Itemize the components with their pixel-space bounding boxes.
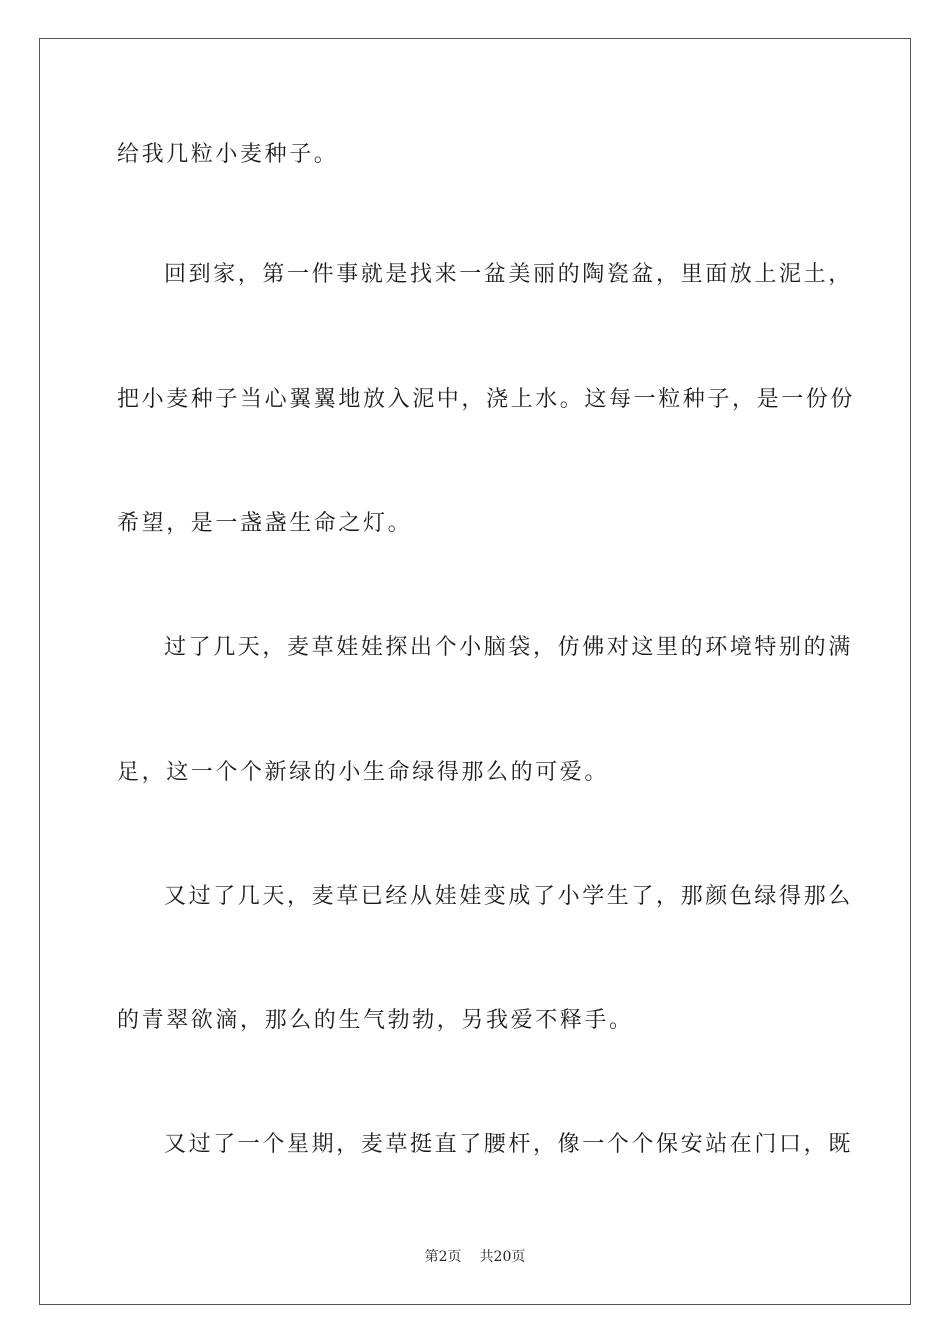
text-line-2: 回到家，第一件事就是找来一盆美丽的陶瓷盆，里面放上泥土，: [164, 262, 853, 287]
text-line-8: 的青翠欲滴，那么的生气勃勃，另我爱不释手。: [117, 1008, 634, 1033]
page-total: 共20页: [479, 1249, 526, 1265]
text-line-5: 过了几天，麦草娃娃探出个小脑袋，仿佛对这里的环境特别的满: [164, 635, 853, 660]
page-number: 第2页: [424, 1249, 462, 1265]
text-line-3: 把小麦种子当心翼翼地放入泥中，浇上水。这每一粒种子，是一份份: [117, 387, 856, 412]
text-line-9: 又过了一个星期，麦草挺直了腰杆，像一个个保安站在门口，既: [164, 1132, 853, 1157]
text-line-7: 又过了几天，麦草已经从娃娃变成了小学生了，那颜色绿得那么: [164, 884, 853, 909]
page-footer: [0, 1248, 950, 1266]
page-border: [39, 38, 911, 1305]
text-line-6: 足，这一个个新绿的小生命绿得那么的可爱。: [117, 760, 610, 785]
text-line-4: 希望，是一盏盏生命之灯。: [117, 511, 413, 536]
text-line-1: 给我几粒小麦种子。: [117, 142, 339, 167]
